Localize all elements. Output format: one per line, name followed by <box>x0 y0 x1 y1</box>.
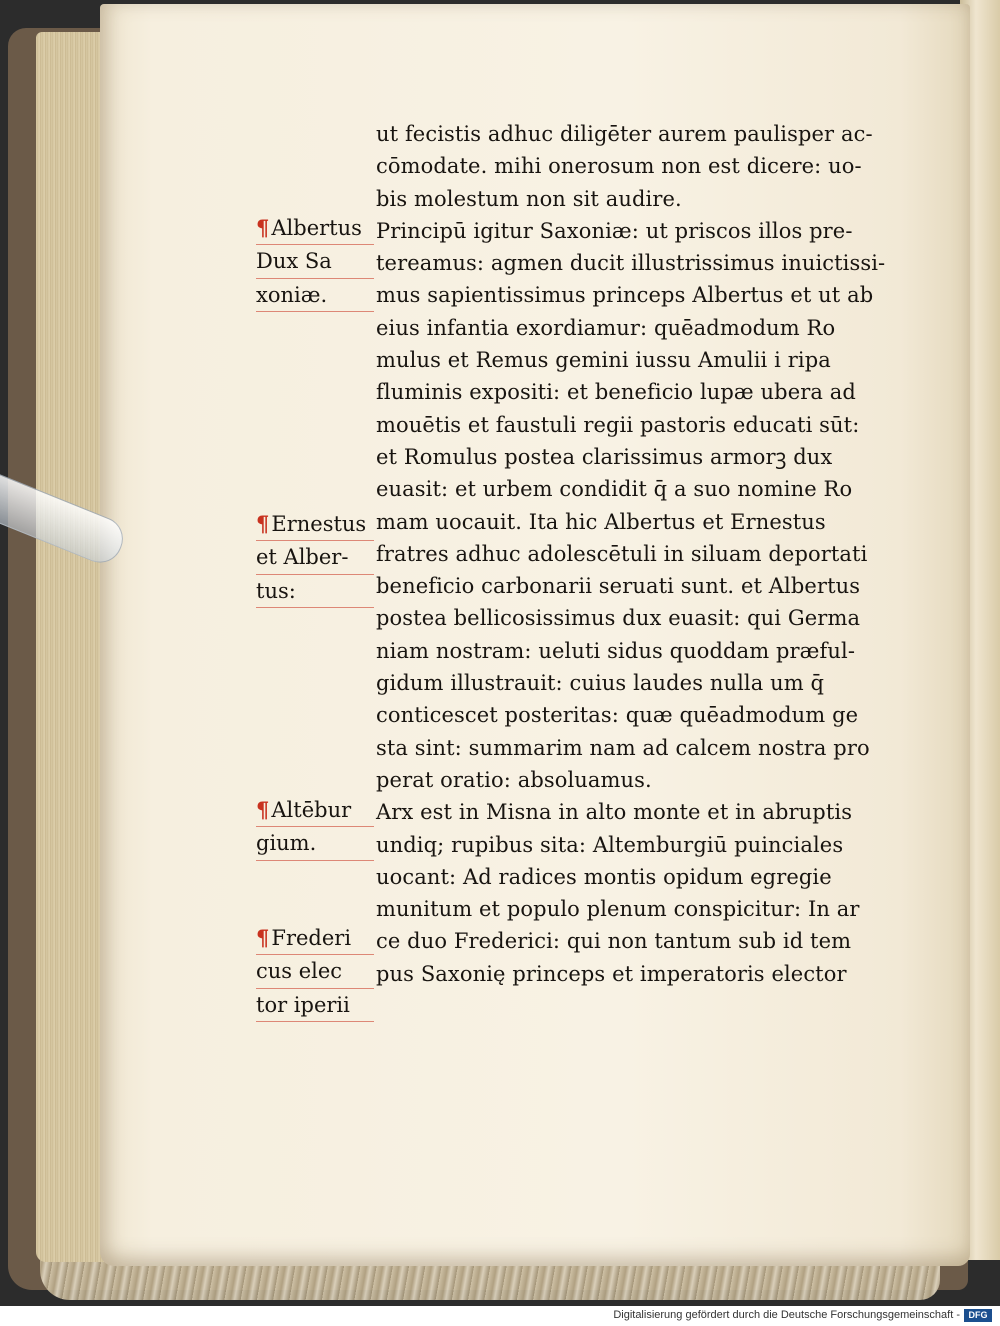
marginal-note-albertus <box>256 212 374 312</box>
text-line: postea bellicosissimus dux euasit: qui Germa <box>376 606 861 631</box>
paragraph-mark-icon: ¶ <box>256 925 270 950</box>
text-line: et Romulus postea clarissimus armorꝫ dux <box>376 444 833 469</box>
marginal-note-line: ¶Altēbur <box>256 794 374 827</box>
marginal-note-line: Dux Sa <box>256 245 374 278</box>
text-line: mus sapientissimus princeps Albertus et ut ab <box>376 283 874 308</box>
marginal-note-line: ¶Frederi <box>256 922 374 955</box>
text-line: mulus et Remus gemini iussu Amulii i ripa <box>376 348 831 373</box>
marginal-note-line: cus elec <box>256 955 374 988</box>
text-line: undiq; rupibus sita: Altemburgiū puinciales <box>376 832 844 857</box>
text-line: eius infantia exordiamur: quēadmodum Ro <box>376 315 836 340</box>
marginal-note-ernestus <box>256 508 374 608</box>
text-line: ce duo Frederici: qui non tantum sub id tem <box>376 929 852 954</box>
marginal-note-fredericus <box>256 922 374 1022</box>
text-line: pus Saxonię princeps et imperatoris elector <box>376 961 847 986</box>
text-line: Principū igitur Saxoniæ: ut priscos illos pre- <box>376 218 853 243</box>
text-line: mouētis et faustuli regii pastoris educati sūt: <box>376 412 860 437</box>
text-line: fratres adhuc adolescētuli in siluam deportati <box>376 541 868 566</box>
marginal-note-line: ¶Albertus <box>256 212 374 245</box>
footer-bar <box>0 1306 1000 1326</box>
text-line: fluminis expositi: et beneficio lupæ ubera ad <box>376 380 856 405</box>
text-line: euasit: et urbem condidit q̄ a suo nomine Ro <box>376 477 853 502</box>
text-line: conticescet posteritas: quæ quēadmodum ge <box>376 703 859 728</box>
paragraph-mark-icon: ¶ <box>256 511 270 536</box>
text-line: cōmodate. mihi onerosum non est dicere: uo- <box>376 154 862 179</box>
text-line: uocant: Ad radices montis opidum egregie <box>376 864 832 889</box>
marginal-note-line: xoniæ. <box>256 279 374 312</box>
text-line: bis molestum non sit audire. <box>376 186 682 211</box>
dfg-logo: DFG <box>964 1309 992 1322</box>
text-line: beneficio carbonarii seruati sunt. et Albertus <box>376 574 861 599</box>
marginal-note-line: ¶Ernestus <box>256 508 374 541</box>
text-line: munitum et populo plenum conspicitur: In ar <box>376 897 860 922</box>
marginal-note-altemburgium <box>256 794 374 861</box>
text-line: niam nostram: ueluti sidus quoddam præful- <box>376 638 856 663</box>
marginal-note-line: tor iperii <box>256 989 374 1022</box>
paragraph-mark-icon: ¶ <box>256 215 270 240</box>
footer-credit: Digitalisierung gefördert durch die Deutsche Forschungsgemeinschaft - <box>613 1309 960 1321</box>
text-line: sta sint: summarim nam ad calcem nostra pro <box>376 735 870 760</box>
text-line: Arx est in Misna in alto monte et in abruptis <box>376 800 853 825</box>
marginal-note-line: gium. <box>256 827 374 860</box>
paragraph-mark-icon: ¶ <box>256 797 270 822</box>
text-line: tereamus: agmen ducit illustrissimus inuictissi- <box>376 251 886 276</box>
main-text-block <box>376 118 886 990</box>
text-line: perat oratio: absoluamus. <box>376 767 652 792</box>
marginal-note-line: et Alber- <box>256 541 374 574</box>
text-line: gidum illustrauit: cuius laudes nulla um q̄ <box>376 671 825 696</box>
text-line: ut fecistis adhuc diligēter aurem paulisper ac- <box>376 122 873 146</box>
text-line: mam uocauit. Ita hic Albertus et Ernestus <box>376 509 826 534</box>
marginal-note-line: tus: <box>256 575 374 608</box>
